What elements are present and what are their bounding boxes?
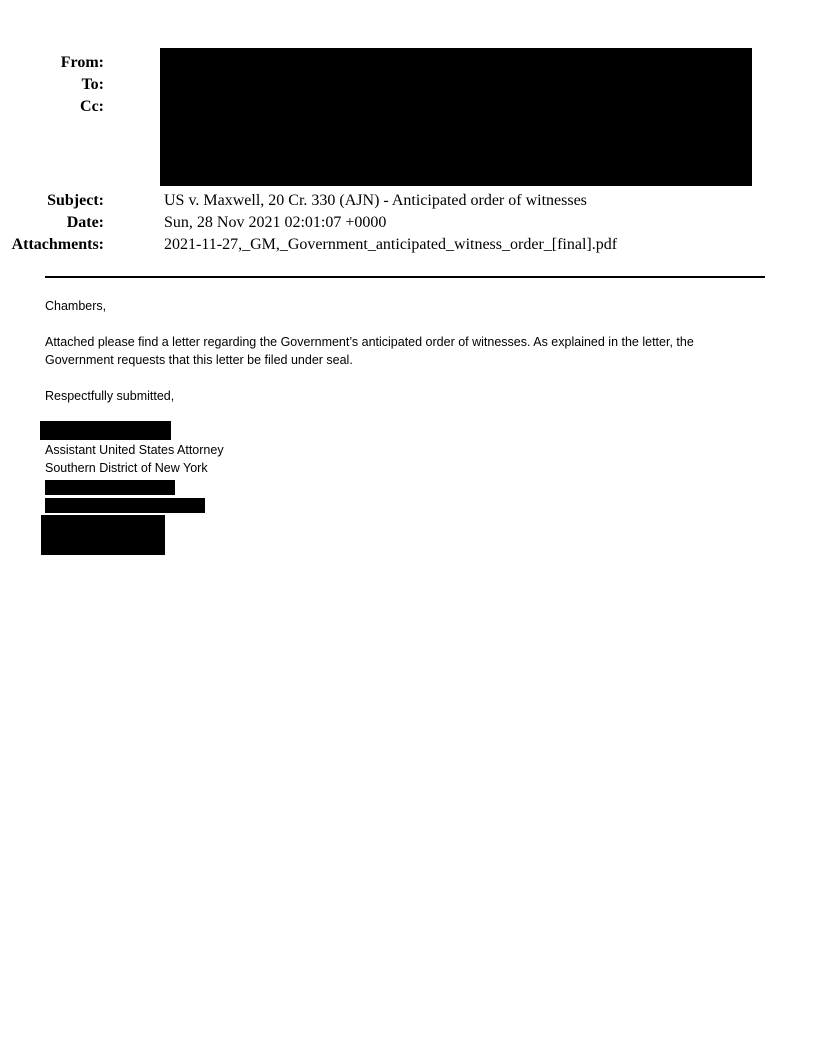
attachments-label: Attachments: (11, 236, 104, 253)
redaction-signer-name (40, 421, 171, 440)
redaction-signature-block (41, 515, 165, 555)
body-paragraph (45, 333, 765, 369)
salutation: Chambers, (45, 299, 107, 313)
from-label: From: (60, 54, 104, 71)
date-label: Date: (66, 214, 104, 231)
body-paragraph-line-2: Government requests that this letter be filed under seal. (45, 353, 353, 367)
date-value: Sun, 28 Nov 2021 02:01:07 +0000 (164, 214, 387, 231)
cc-label: Cc: (80, 98, 104, 115)
header-divider (45, 276, 765, 278)
subject-row (0, 190, 760, 212)
to-label: To: (81, 76, 104, 93)
redaction-signature-line-2 (45, 498, 205, 513)
signature-office: Southern District of New York (45, 461, 208, 475)
redaction-signature-line-1 (45, 480, 175, 495)
subject-label: Subject: (47, 192, 104, 209)
body-paragraph-line-1: Attached please find a letter regarding the Government’s anticipated order of witnesses. As explained in the letter, the (45, 335, 694, 349)
redaction-header-recipients (160, 48, 752, 186)
subject-value: US v. Maxwell, 20 Cr. 330 (AJN) - Anticipated order of witnesses (164, 192, 587, 209)
date-row (0, 212, 760, 234)
closing: Respectfully submitted, (45, 389, 175, 403)
attachments-value[interactable]: 2021-11-27,_GM,_Government_anticipated_witness_order_[final].pdf (164, 236, 618, 253)
signature-title: Assistant United States Attorney (45, 443, 224, 457)
attachments-row (0, 234, 760, 256)
